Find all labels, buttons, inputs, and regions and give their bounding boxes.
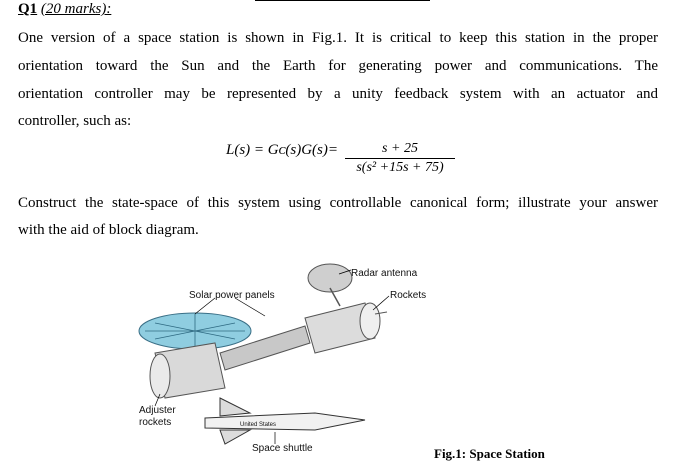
label-adjuster-rockets-line2: rockets xyxy=(139,417,172,428)
transfer-function-fraction xyxy=(345,141,455,176)
paragraph-line: orientation toward the Sun and the Earth for generating power and communications. The xyxy=(18,58,658,74)
label-adjuster-rockets-line1: Adjuster xyxy=(139,405,176,416)
label-shuttle-markings: United States xyxy=(240,422,277,428)
question-number: Q1 xyxy=(18,1,38,17)
fraction-bar xyxy=(345,158,455,159)
paragraph-line: with the aid of block diagram. xyxy=(18,222,199,238)
paragraph-line: One version of a space station is shown in Fig.1. It is critical to keep this station in the proper xyxy=(18,30,658,46)
fraction-denominator: s(s² +15s + 75) xyxy=(356,160,444,175)
paragraph-line: orientation controller may be represented by a unity feedback system with an actuator and xyxy=(18,86,658,102)
paragraph-line: Construct the state-space of this system using controllable canonical form; illustrate your answer xyxy=(18,195,658,211)
paragraph-line: controller, such as: xyxy=(18,113,132,129)
header-rule xyxy=(255,0,430,1)
label-radar-antenna: Radar antenna xyxy=(351,268,418,279)
space-station-figure xyxy=(125,248,437,464)
equation-lhs: L(s) = Gᴄ(s)G(s)= xyxy=(226,142,339,158)
fraction-numerator: s + 25 xyxy=(382,141,418,156)
label-space-shuttle: Space shuttle xyxy=(252,443,313,454)
question-marks: (20 marks): xyxy=(40,1,112,17)
question-title xyxy=(18,1,111,18)
figure-caption: Fig.1: Space Station xyxy=(434,446,545,461)
label-solar-power-panels: Solar power panels xyxy=(189,290,275,301)
space-station-illustration xyxy=(125,248,437,464)
label-rockets: Rockets xyxy=(390,290,427,301)
